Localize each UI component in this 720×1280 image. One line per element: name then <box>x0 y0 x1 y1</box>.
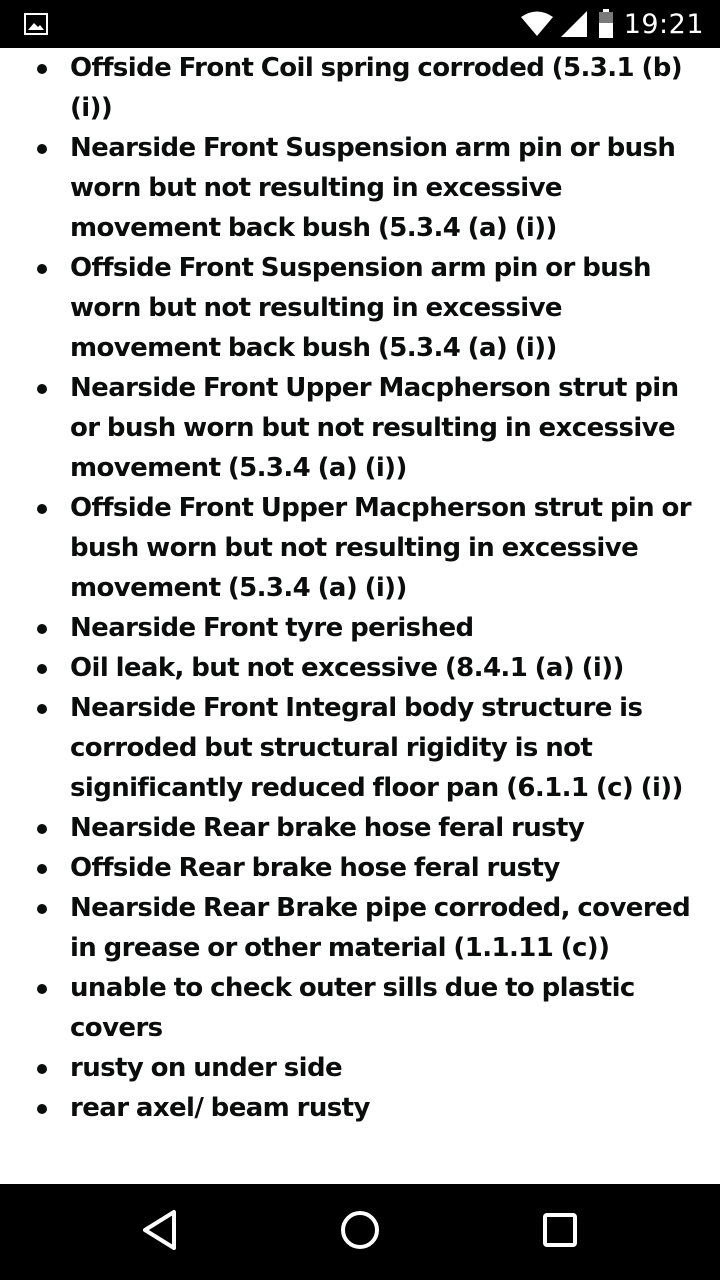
status-icons <box>520 0 704 48</box>
battery-icon <box>598 9 614 39</box>
bullet <box>37 64 47 74</box>
bullet <box>37 664 47 674</box>
list-item <box>0 688 720 808</box>
status-clock: 19:21 <box>623 8 704 40</box>
navigation-bar <box>0 1184 720 1280</box>
list-item-text: Nearside Front Upper Macpherson strut pin or bush worn but not resulting in excessive movement (5.3.4 (a) (i)) <box>70 373 679 483</box>
list-item-text: Nearside Rear brake hose feral rusty <box>70 813 585 843</box>
home-icon <box>338 1208 382 1256</box>
bullet <box>37 984 47 994</box>
list-item <box>0 808 720 848</box>
list-item-text: Offside Front Coil spring corroded (5.3.1 (b) (i)) <box>70 53 683 123</box>
list-item <box>0 1088 720 1128</box>
list-item-text: Nearside Front Integral body structure is corroded but structural rigidity is not significantly reduced floor pan (6.1.1 (c) (i)) <box>70 693 683 803</box>
list-item <box>0 48 720 128</box>
bullet <box>37 504 47 514</box>
list-item <box>0 648 720 688</box>
wifi-icon <box>520 11 554 37</box>
recent-apps-button[interactable] <box>532 1206 588 1258</box>
list-item-text: Nearside Rear Brake pipe corroded, covered in grease or other material (1.1.11 (c)) <box>70 893 691 963</box>
content-area[interactable] <box>0 48 720 1184</box>
bullet <box>37 1064 47 1074</box>
defect-list <box>0 48 720 1128</box>
list-item <box>0 248 720 368</box>
home-button[interactable] <box>332 1206 388 1258</box>
list-item <box>0 1048 720 1088</box>
cell-signal-icon <box>560 10 588 38</box>
bullet <box>37 144 47 154</box>
list-item-text: Oil leak, but not excessive (8.4.1 (a) (i)) <box>70 653 624 683</box>
list-item-text: rusty on under side <box>70 1053 343 1083</box>
list-item <box>0 608 720 648</box>
back-icon <box>140 1208 180 1256</box>
list-item <box>0 968 720 1048</box>
image-notification-icon <box>24 13 48 35</box>
list-item <box>0 848 720 888</box>
list-item <box>0 128 720 248</box>
recent-apps-icon <box>540 1210 580 1254</box>
list-item-text: Offside Rear brake hose feral rusty <box>70 853 560 883</box>
list-item-text: unable to check outer sills due to plastic covers <box>70 973 635 1043</box>
list-item-text: rear axel/ beam rusty <box>70 1093 370 1123</box>
bullet <box>37 384 47 394</box>
bullet <box>37 824 47 834</box>
list-item-text: Nearside Front tyre perished <box>70 613 474 643</box>
list-item <box>0 888 720 968</box>
bullet <box>37 624 47 634</box>
list-item <box>0 368 720 488</box>
list-item-text: Nearside Front Suspension arm pin or bush worn but not resulting in excessive movement back bush (5.3.4 (a) (i)) <box>70 133 676 243</box>
list-item-text: Offside Front Suspension arm pin or bush worn but not resulting in excessive movement back bush (5.3.4 (a) (i)) <box>70 253 651 363</box>
bullet <box>37 264 47 274</box>
bullet <box>37 904 47 914</box>
list-item <box>0 488 720 608</box>
back-button[interactable] <box>132 1206 188 1258</box>
list-item-text: Offside Front Upper Macpherson strut pin or bush worn but not resulting in excessive movement (5.3.4 (a) (i)) <box>70 493 692 603</box>
status-bar <box>0 0 720 48</box>
bullet <box>37 704 47 714</box>
bullet <box>37 864 47 874</box>
bullet <box>37 1104 47 1114</box>
